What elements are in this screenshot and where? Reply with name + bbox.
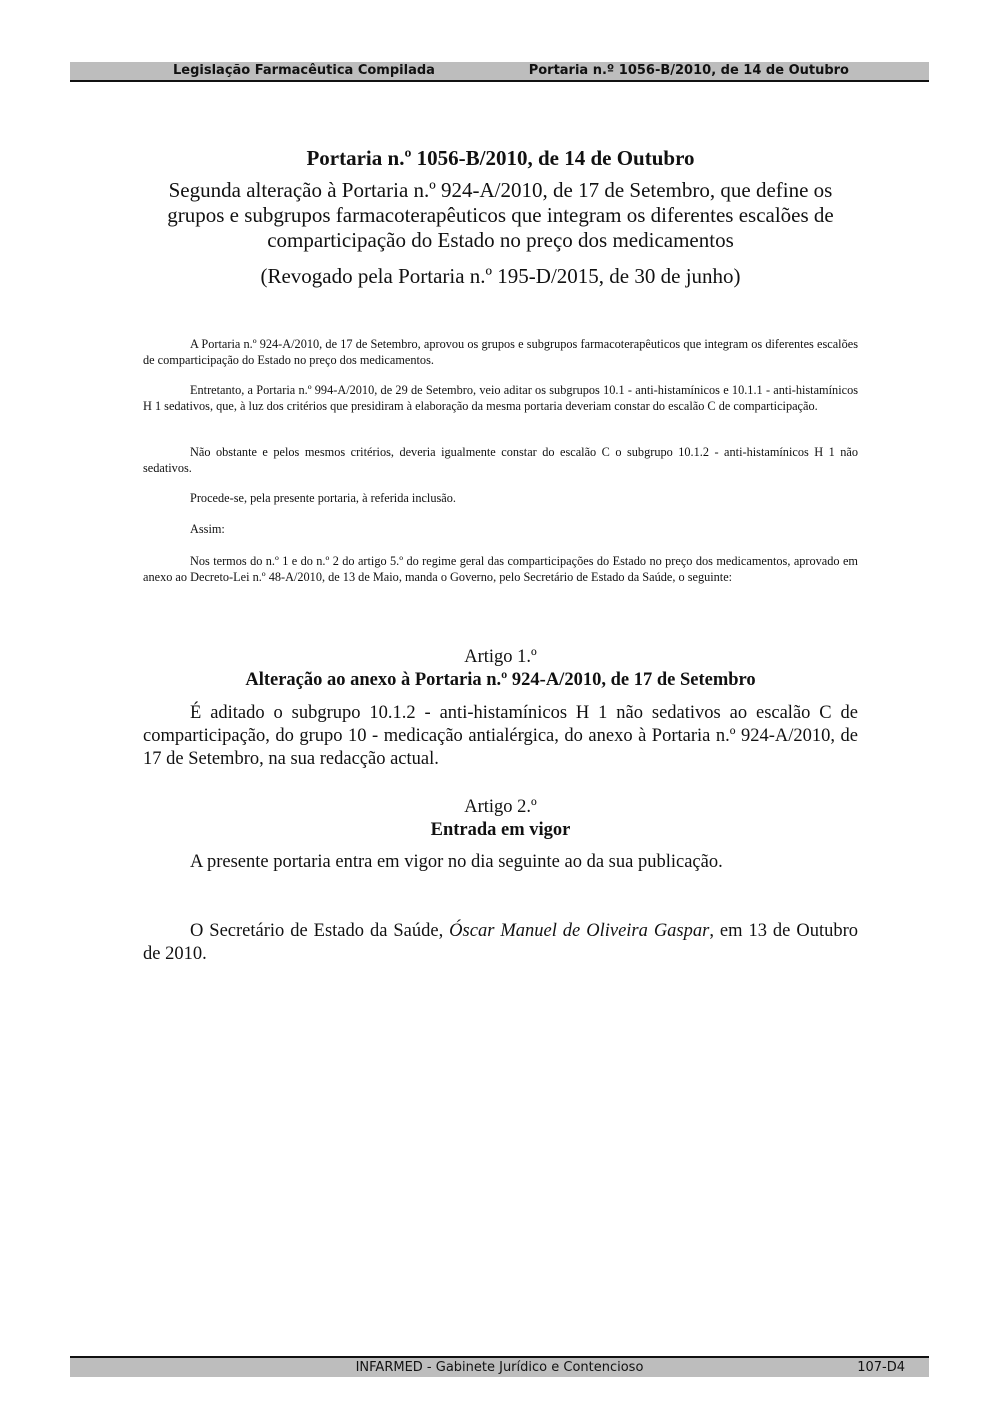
preamble-paragraph-4: Procede-se, pela presente portaria, à referida inclusão.	[190, 491, 456, 505]
signature-prefix: O Secretário de Estado da Saúde,	[190, 921, 450, 941]
preamble-paragraph-2: Entretanto, a Portaria n.º 994-A/2010, de 29 de Setembro, veio aditar os subgrupos 10.1 - anti-histamínicos e 10.1.1 - anti-histamínicos H 1 sedativos, que, à luz dos critérios que presidiram à elaboração da mesma portaria deveriam constar do escalão C de comparticipação.	[143, 383, 858, 413]
revocation-note: (Revogado pela Portaria n.º 195-D/2015, de 30 de junho)	[260, 264, 741, 288]
preamble-paragraph-5: Assim:	[190, 522, 225, 536]
article-2-body: A presente portaria entra em vigor no dia seguinte ao da sua publicação.	[190, 852, 723, 872]
preamble-paragraph-6: Nos termos do n.º 1 e do n.º 2 do artigo 5.º do regime geral das comparticipações do Estado no preço dos medicamentos, aprovado em anexo ao Decreto-Lei n.º 48-A/2010, de 13 de Maio, manda o Governo, pelo Secretário de Estado da Saúde, o seguinte:	[143, 554, 858, 584]
preamble-paragraph-1: A Portaria n.º 924-A/2010, de 17 de Setembro, aprovou os grupos e subgrupos farmacoterapêuticos que integram os diferentes escalões de comparticipação do Estado no preço dos medicamentos.	[143, 337, 858, 367]
preamble-paragraph-3: Não obstante e pelos mesmos critérios, deveria igualmente constar do escalão C o subgrupo 10.1.2 - anti-histamínicos H 1 não sedativos.	[143, 445, 858, 475]
article-1-number: Artigo 1.º	[464, 647, 537, 667]
article-2-title: Entrada em vigor	[430, 820, 571, 840]
signature-suffix: , em 13 de Outubro de 2010.	[143, 921, 858, 964]
header-collection-title: Legislação Farmacêutica Compilada	[173, 63, 435, 78]
signatory-name: Óscar Manuel de Oliveira Gaspar	[449, 921, 710, 941]
signature-paragraph	[143, 920, 858, 966]
page-footer	[70, 1356, 929, 1377]
footer-publisher: INFARMED - Gabinete Jurídico e Contencioso	[355, 1360, 644, 1375]
article-1-body: É aditado o subgrupo 10.1.2 - anti-histamínicos H 1 não sedativos ao escalão C de comparticipação, do grupo 10 - medicação antialérgica, do anexo à Portaria n.º 924-A/2010, de 17 de Setembro, na sua redacção actual.	[143, 703, 858, 769]
footer-page-number: 107-D4	[857, 1360, 905, 1375]
header-document-reference: Portaria n.º 1056-B/2010, de 14 de Outubro	[528, 63, 849, 78]
article-1-title: Alteração ao anexo à Portaria n.º 924-A/2010, de 17 de Setembro	[245, 670, 756, 690]
document-subtitle: Segunda alteração à Portaria n.º 924-A/2010, de 17 de Setembro, que define os grupos e subgrupos farmacoterapêuticos que integram os diferentes escalões de comparticipação do Estado no preço dos medicamentos	[167, 178, 834, 252]
article-2-number: Artigo 2.º	[464, 797, 537, 817]
page-header	[70, 62, 929, 82]
document-title: Portaria n.º 1056-B/2010, de 14 de Outubro	[306, 146, 695, 170]
